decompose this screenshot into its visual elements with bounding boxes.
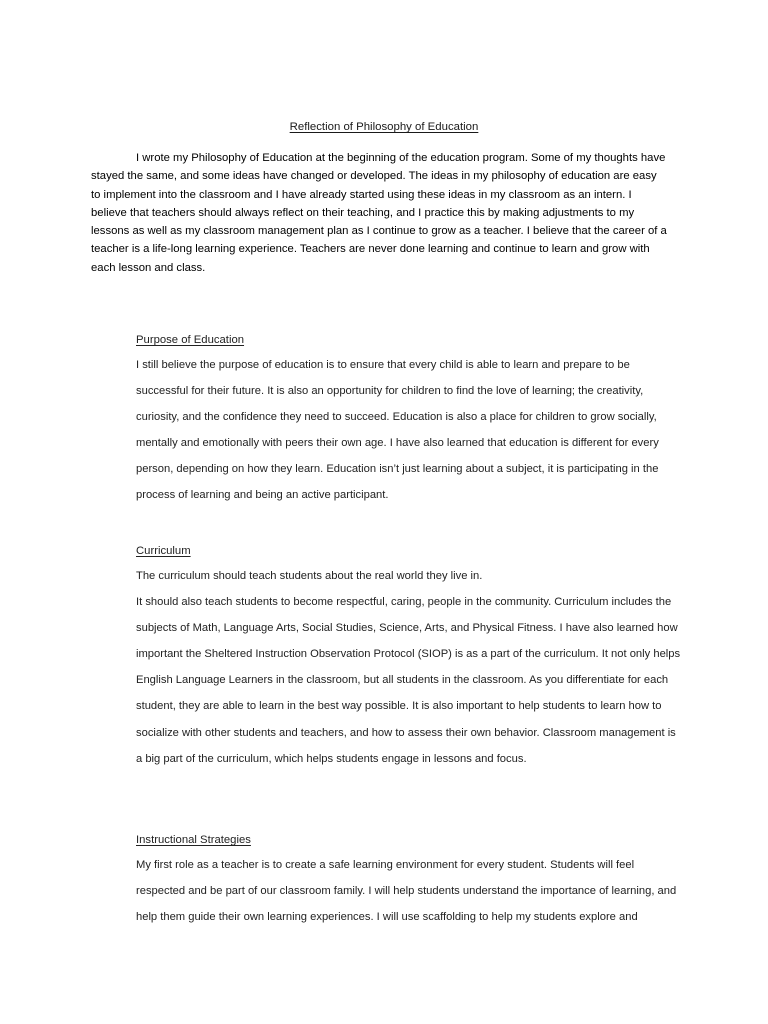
section-heading: Purpose of Education	[136, 334, 245, 346]
section-paragraph: The curriculum should teach students about the real world they live in.	[136, 570, 483, 582]
section-purpose-of-education	[136, 332, 682, 509]
section-paragraph: My first role as a teacher is to create a safe learning environment for every student. Students will feel respected and be part of our classroom family. I will help students understand the importance of learning, and help them guide their own learning experiences. I will use scaffolding to help my students explore and	[136, 859, 677, 924]
intro-text: I wrote my Philosophy of Education at the beginning of the education program. Some of my thoughts have stayed the same, and some ideas have changed or developed. The ideas in my philosophy of education are easy to implement into the classroom and I have already started using these ideas in my classroom as an intern. I believe that teachers should always reflect on their teaching, and I practice this by making adjustments to my lessons as well as my classroom management plan as I continue to grow as a teacher. I believe that the career of a teacher is a life-long learning experience. Teachers are never done learning and continue to learn and grow with each lesson and class.	[91, 152, 667, 274]
section-paragraph: I still believe the purpose of education is to ensure that every child is able to learn and prepare to be successful for their future. It is also an opportunity for children to find the love of learning; the creativity, curiosity, and the confidence they need to succeed. Education is also a place for children to grow socially, mentally and emotionally with peers their own age. I have also learned that education is different for every person, depending on how they learn. Education isn’t just learning about a subject, it is participating in the process of learning and being an active participant.	[136, 359, 659, 502]
intro-paragraph	[91, 149, 669, 277]
document-title: Reflection of Philosophy of Education	[289, 121, 479, 133]
section-curriculum	[136, 543, 682, 772]
section-paragraph: It should also teach students to become respectful, caring, people in the community. Curriculum includes the subjects of Math, Language Arts, Social Studies, Science, Arts, and Physical Fitness. I have also learned how important the Sheltered Instruction Observation Protocol (SIOP) is as a part of the curriculum. It not only helps English Language Learners in the classroom, but all students in the classroom. As you differentiate for each student, they are able to learn in the best way possible. It is also important to help students to learn how to socialize with other students and teachers, and how to assess their own behavior. Classroom management is a big part of the curriculum, which helps students engage in lessons and focus.	[136, 596, 681, 765]
section-heading: Instructional Strategies	[136, 834, 251, 846]
section-instructional-strategies	[136, 832, 682, 930]
section-heading: Curriculum	[136, 545, 191, 557]
